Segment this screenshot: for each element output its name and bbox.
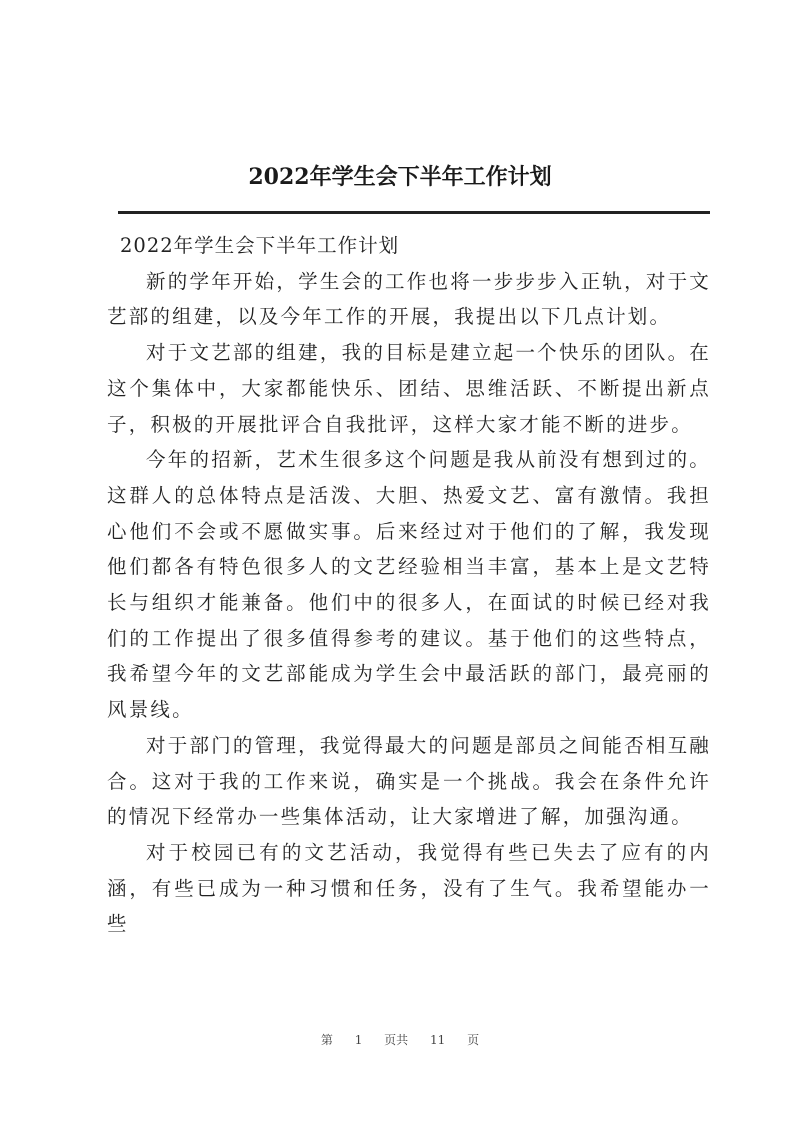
footer-page-number: 1 xyxy=(354,1033,363,1047)
footer-middle: 页共 xyxy=(384,1033,409,1047)
page-title: 2022年学生会下半年工作计划 xyxy=(248,164,552,190)
paragraph: 今年的招新，艺术生很多这个问题是我从前没有想到过的。这群人的总体特点是活泼、大胆、热爱文艺、富有激情。我担心他们不会或不愿做实事。后来经过对于他们的了解，我发现他们都各有特色很多人的文艺经验相当丰富，基本上是文艺特长与组织才能兼备。他们中的很多人，在面试的时候已经对我们的工作提出了很多值得参考的建议。基于他们的这些特点，我希望今年的文艺部能成为学生会中最活跃的部门，最亮丽的风景线。 xyxy=(107,448,711,722)
paragraph: 新的学年开始，学生会的工作也将一步步步入正轨，对于文艺部的组建，以及今年工作的开展，我提出以下几点计划。 xyxy=(107,269,711,329)
paragraph: 对于文艺部的组建，我的目标是建立起一个快乐的团队。在这个集体中，大家都能快乐、团结、思维活跃、不断提出新点子，积极的开展批评合自我批评，这样大家才能不断的进步。 xyxy=(107,341,711,436)
footer-prefix: 第 xyxy=(320,1033,333,1047)
footer-suffix: 页 xyxy=(467,1033,480,1047)
document-body xyxy=(107,228,711,942)
footer-total-pages: 11 xyxy=(430,1033,446,1047)
paragraph: 对于部门的管理，我觉得最大的问题是部员之间能否相互融合。这对于我的工作来说，确实是一个挑战。我会在条件允许的情况下经常办一些集体活动，让大家增进了解，加强沟通。 xyxy=(107,733,711,829)
title-divider xyxy=(118,211,710,214)
page-footer xyxy=(0,1031,800,1048)
document-subtitle: 2022年学生会下半年工作计划 xyxy=(120,234,400,257)
paragraph: 对于校园已有的文艺活动，我觉得有些已失去了应有的内涵，有些已成为一种习惯和任务，没有了生气。我希望能办一些 xyxy=(107,840,711,936)
